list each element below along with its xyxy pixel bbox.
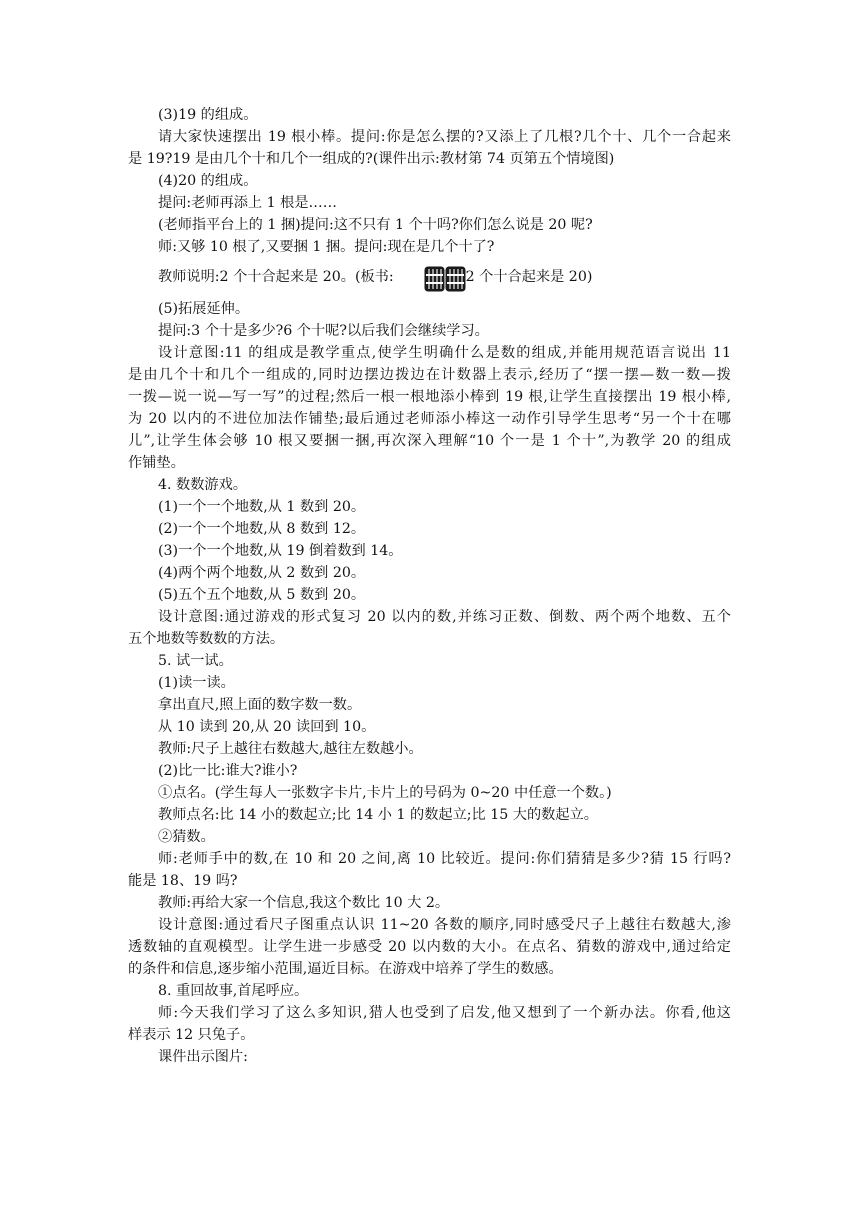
text-line-p2a: 请大家快速摆出 19 根小棒。提问:你是怎么摆的?又添上了几根?几个十、几个一合起来 bbox=[158, 129, 731, 145]
text-line-q15: 教师:尺子上越往右数越大,越往左数越小。 bbox=[158, 741, 423, 757]
board-writing-line bbox=[128, 266, 731, 292]
text-line-q19: ②猜数。 bbox=[158, 829, 215, 845]
text-line-q24b: 样表示 12 只兔子。 bbox=[128, 1027, 255, 1043]
text-line-q5: (1)一个一个地数,从 1 数到 20。 bbox=[158, 499, 366, 515]
text-line-q8: (4)两个两个地数,从 2 数到 20。 bbox=[158, 565, 366, 581]
text-line-q1: (5)拓展延伸。 bbox=[158, 301, 250, 317]
text-line-q22b: 透数轴的直观模型。让学生进一步感受 20 以内数的大小。在点名、猜数的游戏中,通过给定 bbox=[128, 939, 731, 955]
text-line-q10a: 设计意图:通过游戏的形式复习 20 以内的数,并练习正数、倒数、两个两个地数、五个 bbox=[158, 609, 731, 625]
text-line-q17: ①点名。(学生每人一张数字卡片,卡片上的号码为 0~20 中任意一个数。) bbox=[158, 785, 612, 801]
text-line-q22c: 的条件和信息,逐步缩小范围,逼近目标。在游戏中培养了学生的数感。 bbox=[128, 961, 563, 977]
lesson-text bbox=[128, 104, 731, 1068]
text-line-q25: 课件出示图片: bbox=[158, 1049, 248, 1065]
text-line-q3f: 作铺垫。 bbox=[128, 455, 185, 471]
text-line-q10b: 五个地数等数数的方法。 bbox=[128, 631, 285, 647]
text-line-q4: 4. 数数游戏。 bbox=[158, 477, 247, 493]
text-line-q11: 5. 试一试。 bbox=[158, 653, 233, 669]
text-line-q2: 提问:3 个十是多少?6 个十呢?以后我们会继续学习。 bbox=[158, 323, 489, 339]
text-line-q23: 8. 重回故事,首尾呼应。 bbox=[158, 983, 309, 999]
text-line-p5: (老师指平台上的 1 捆)提问:这不只有 1 个十吗?你们怎么说是 20 呢? bbox=[158, 217, 593, 233]
text-line-q9: (5)五个五个地数,从 5 数到 20。 bbox=[158, 587, 366, 603]
text-line-q16: (2)比一比:谁大?谁小? bbox=[158, 763, 298, 779]
two-bundles-of-sticks-image bbox=[394, 266, 466, 292]
text-line-q20a: 师:老师手中的数,在 10 和 20 之间,离 10 比较近。提问:你们猜猜是多少?猜 15 行吗? bbox=[158, 851, 731, 867]
text-line-q3a: 设计意图:11 的组成是教学重点,使学生明确什么是数的组成,并能用规范语言说出 11 bbox=[158, 345, 731, 361]
text-line-q13: 拿出直尺,照上面的数字数一数。 bbox=[158, 697, 362, 713]
text-line-q3c: 一拨—说一说—写一写”的过程;然后一根一根地添小棒到 19 根,让学生直接摆出 19 根小棒, bbox=[128, 389, 731, 405]
text-line-q22a: 设计意图:通过看尺子图重点认识 11~20 各数的顺序,同时感受尺子上越往右数越大,渗 bbox=[158, 917, 731, 933]
text-line-q3e: 儿”,让学生体会够 10 根又要捆一捆,再次深入理解“10 个一是 1 个十”,为教学 20 的组成 bbox=[128, 433, 731, 449]
text-line-q24a: 师:今天我们学习了这么多知识,猎人也受到了启发,他又想到了一个新办法。你看,他这 bbox=[158, 1005, 731, 1021]
text-line-q18: 教师点名:比 14 小的数起立;比 14 小 1 的数起立;比 15 大的数起立。 bbox=[158, 807, 598, 823]
text-line-q7: (3)一个一个地数,从 19 倒着数到 14。 bbox=[158, 543, 403, 559]
text-line-q21: 教师:再给大家一个信息,我这个数比 10 大 2。 bbox=[158, 895, 450, 911]
text-line-q3d: 为 20 以内的不进位加法作铺垫;最后通过老师添小棒这一动作引导学生思考“另一个十在哪 bbox=[128, 411, 731, 427]
text-line-q6: (2)一个一个地数,从 8 数到 12。 bbox=[158, 521, 366, 537]
text-line-q20b: 能是 18、19 吗? bbox=[128, 873, 238, 889]
text-line-p1: (3)19 的组成。 bbox=[158, 107, 258, 123]
text-line-p6: 师:又够 10 根了,又要捆 1 捆。提问:现在是几个十了? bbox=[158, 239, 495, 255]
text-line-q3b: 是由几个十和几个一组成的,同时边摆边拨边在计数器上表示,经历了“摆一摆—数一数—拨 bbox=[128, 367, 731, 383]
board-writing-before: 教师说明:2 个十合起来是 20。(板书: bbox=[158, 269, 394, 285]
board-writing-after: 2 个十合起来是 20) bbox=[465, 269, 593, 285]
text-line-q14: 从 10 读到 20,从 20 读回到 10。 bbox=[158, 719, 376, 735]
text-line-p2b: 是 19?19 是由几个十和几个一组成的?(课件出示:教材第 74 页第五个情境图) bbox=[128, 151, 615, 167]
text-line-p3: (4)20 的组成。 bbox=[158, 173, 258, 189]
text-line-q12: (1)读一读。 bbox=[158, 675, 235, 691]
text-line-p4: 提问:老师再添上 1 根是…… bbox=[158, 195, 337, 211]
